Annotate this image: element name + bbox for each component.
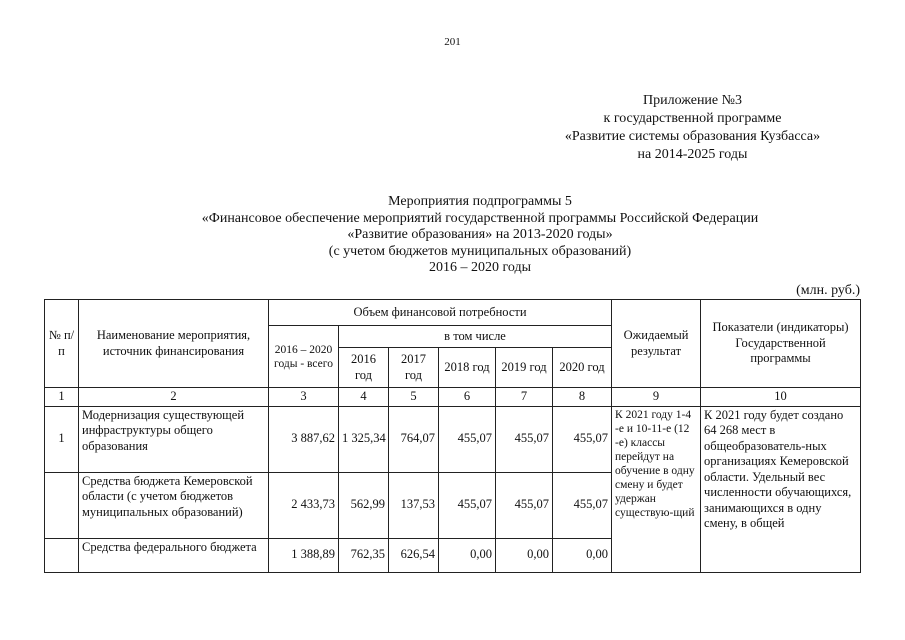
col-number: 10 [701, 388, 861, 407]
col-number: 1 [45, 388, 79, 407]
row-2016: 762,35 [339, 538, 389, 572]
header-year-2020: 2020 год [553, 348, 612, 388]
row-total: 1 388,89 [269, 538, 339, 572]
header-total: 2016 – 2020 годы - всего [269, 326, 339, 388]
col-number: 7 [496, 388, 553, 407]
col-number: 8 [553, 388, 612, 407]
col-number: 3 [269, 388, 339, 407]
row-2018: 0,00 [439, 538, 496, 572]
row-2019: 455,07 [496, 472, 553, 538]
document-title [100, 194, 860, 277]
row-2019: 455,07 [496, 406, 553, 472]
title-line-4: (с учетом бюджетов муниципальных образований) [328, 243, 632, 259]
row-num [45, 472, 79, 538]
row-num [45, 538, 79, 572]
appendix-line-4: на 2014-2025 годы [637, 147, 748, 162]
title-line-5: 2016 – 2020 годы [428, 260, 532, 275]
header-year-2018: 2018 год [439, 348, 496, 388]
header-year-2019: 2019 год [496, 348, 553, 388]
header-num: № п/п [45, 300, 79, 388]
col-number: 5 [389, 388, 439, 407]
row-2019: 0,00 [496, 538, 553, 572]
row-total: 3 887,62 [269, 406, 339, 472]
appendix-line-3: «Развитие системы образования Кузбасса» [564, 129, 821, 144]
row-2020: 455,07 [553, 406, 612, 472]
row-2020: 455,07 [553, 472, 612, 538]
units-label: (млн. руб.) [796, 283, 860, 298]
row-2020: 0,00 [553, 538, 612, 572]
row-2018: 455,07 [439, 406, 496, 472]
header-year-2016: 2016 год [339, 348, 389, 388]
row-num: 1 [45, 406, 79, 472]
title-line-2: «Финансовое обеспечение мероприятий государственной программы Российской Федерации [201, 210, 759, 226]
row-2016: 562,99 [339, 472, 389, 538]
row-2017: 137,53 [389, 472, 439, 538]
row-total: 2 433,73 [269, 472, 339, 538]
title-line-3: «Развитие образования» на 2013-2020 годы» [347, 227, 613, 242]
row-name: Модернизация существующей инфраструктуры общего образования [79, 406, 269, 472]
row-name: Средства федерального бюджета [79, 538, 269, 572]
appendix-line-1: Приложение №3 [643, 93, 742, 108]
table-row [45, 406, 861, 472]
page-number: 201 [444, 36, 461, 48]
header-volume: Объем финансовой потребности [269, 300, 612, 326]
col-number: 4 [339, 388, 389, 407]
row-2016: 1 325,34 [339, 406, 389, 472]
appendix-line-2: к государственной программе [603, 111, 782, 126]
financing-table [44, 299, 861, 573]
appendix-header [530, 92, 855, 164]
col-number: 2 [79, 388, 269, 407]
title-line-1: Мероприятия подпрограммы 5 [388, 194, 572, 209]
row-2017: 764,07 [389, 406, 439, 472]
row-2018: 455,07 [439, 472, 496, 538]
col-number: 9 [612, 388, 701, 407]
row-name: Средства бюджета Кемеровской области (с учетом бюджетов муниципальных образований) [79, 472, 269, 538]
expected-result: К 2021 году 1-4 -е и 10-11-е (12 -е) классы перейдут на обучение в одну смену и будет удержан существую-щий [612, 406, 701, 572]
header-expected: Ожидаемый результат [612, 300, 701, 388]
header-indicators: Показатели (индикаторы) Государственной программы [701, 300, 861, 388]
header-name: Наименование мероприятия, источник финансирования [79, 300, 269, 388]
header-including: в том числе [339, 326, 612, 348]
col-number: 6 [439, 388, 496, 407]
header-year-2017: 2017 год [389, 348, 439, 388]
indicators-text: К 2021 году будет создано 64 268 мест в общеобразователь-ных организациях Кемеровской области. Удельный вес численности обучающихся, занимающихся в одну смену, в общей [701, 406, 861, 572]
row-2017: 626,54 [389, 538, 439, 572]
